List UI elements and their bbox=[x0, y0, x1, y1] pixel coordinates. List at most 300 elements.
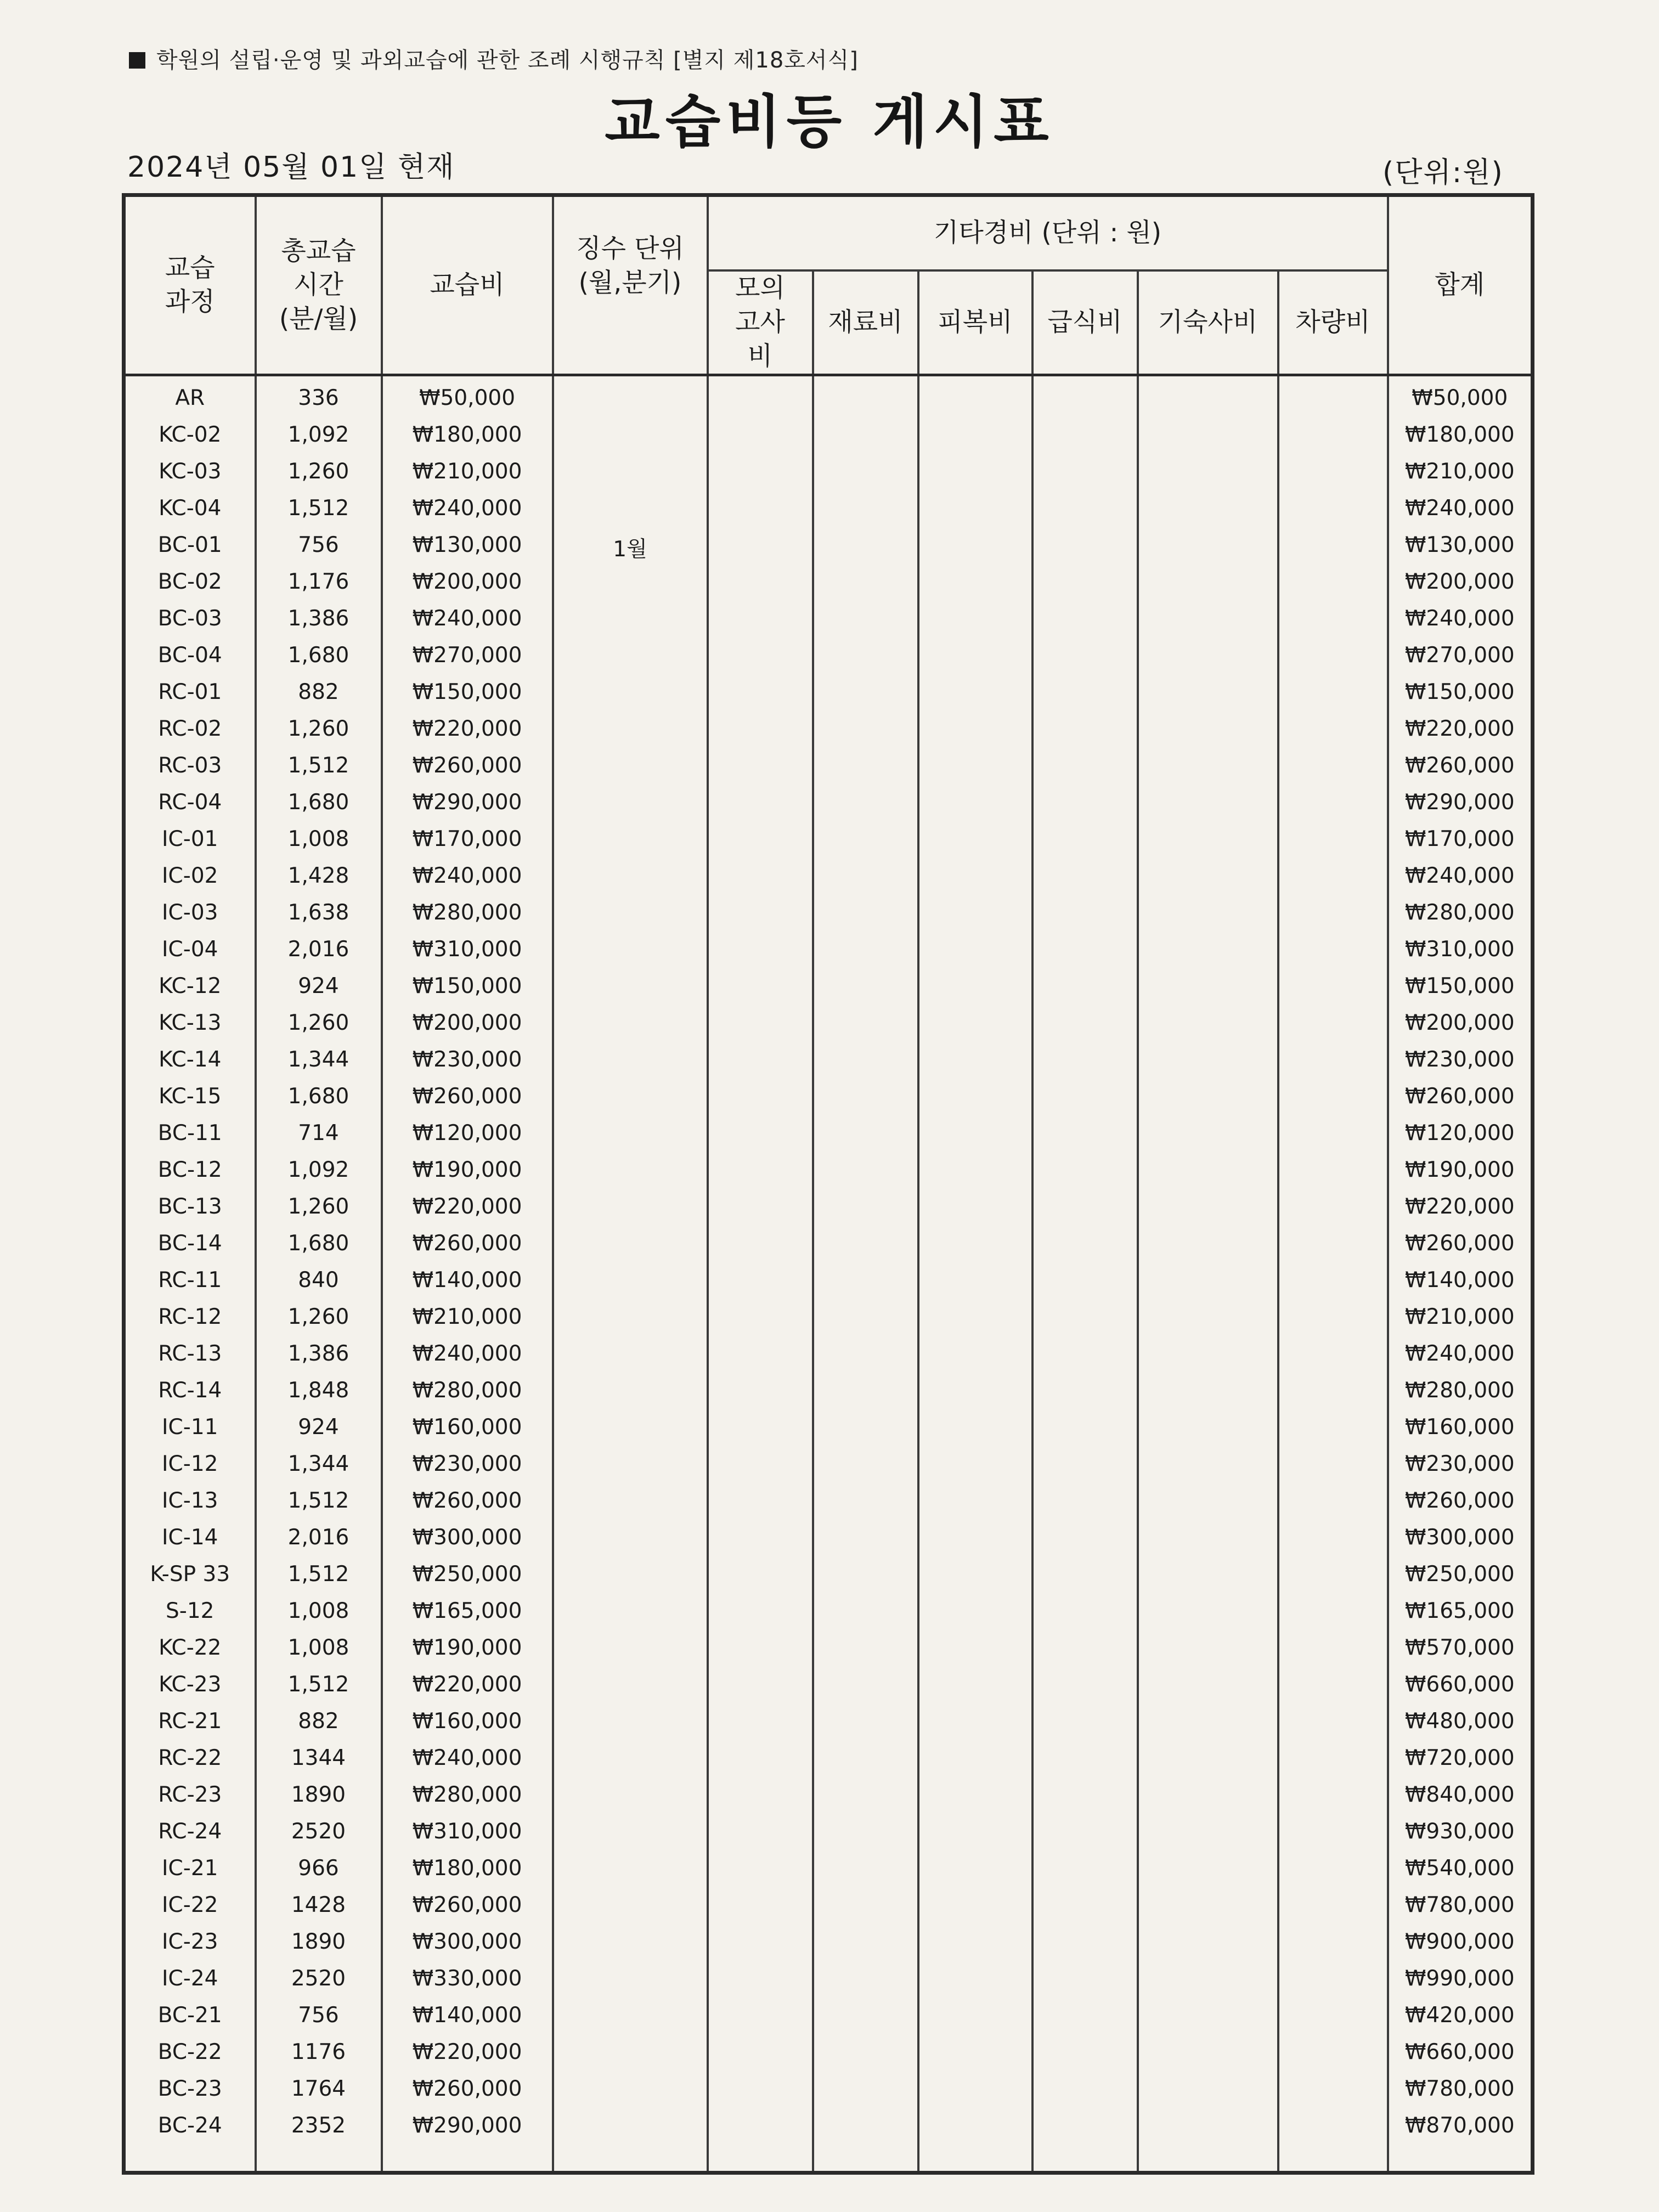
dormitory-cell bbox=[1138, 527, 1278, 563]
fee-cell: ₩260,000 bbox=[382, 1225, 553, 1262]
dormitory-cell bbox=[1138, 1776, 1278, 1813]
total-cell: ₩240,000 bbox=[1388, 857, 1533, 894]
vehicle-cell bbox=[1278, 747, 1388, 784]
fee-cell: ₩170,000 bbox=[382, 821, 553, 857]
materials-cell bbox=[813, 968, 918, 1005]
clothing-cell bbox=[918, 1923, 1032, 1960]
table-row bbox=[124, 1813, 1533, 1850]
hours-cell: 714 bbox=[256, 1115, 382, 1152]
meals-cell bbox=[1032, 1556, 1138, 1593]
fee-cell: ₩230,000 bbox=[382, 1041, 553, 1078]
hours-cell: 756 bbox=[256, 527, 382, 563]
clothing-cell bbox=[918, 1152, 1032, 1188]
table-row bbox=[124, 527, 1533, 563]
table-row bbox=[124, 1923, 1533, 1960]
total-cell: ₩160,000 bbox=[1388, 1409, 1533, 1446]
mock-exam-cell bbox=[708, 490, 813, 527]
total-cell: ₩140,000 bbox=[1388, 1262, 1533, 1299]
clothing-cell bbox=[918, 416, 1032, 453]
materials-cell bbox=[813, 1409, 918, 1446]
fee-cell: ₩310,000 bbox=[382, 1813, 553, 1850]
col-clothing: 피복비 bbox=[918, 270, 1032, 375]
course-cell: BC-13 bbox=[124, 1188, 256, 1225]
dormitory-cell bbox=[1138, 1887, 1278, 1923]
hours-cell: 1890 bbox=[256, 1776, 382, 1813]
table-row bbox=[124, 416, 1533, 453]
fee-cell: ₩160,000 bbox=[382, 1703, 553, 1740]
clothing-cell bbox=[918, 931, 1032, 968]
course-cell: IC-14 bbox=[124, 1519, 256, 1556]
hours-cell: 1,176 bbox=[256, 563, 382, 600]
hours-cell: 1,848 bbox=[256, 1372, 382, 1409]
clothing-cell bbox=[918, 857, 1032, 894]
clothing-cell bbox=[918, 1666, 1032, 1703]
total-cell: ₩660,000 bbox=[1388, 2034, 1533, 2070]
mock-exam-cell bbox=[708, 784, 813, 821]
course-cell: KC-03 bbox=[124, 453, 256, 490]
as-of-date: 2024년 05월 01일 현재 bbox=[127, 151, 455, 184]
dormitory-cell bbox=[1138, 1740, 1278, 1776]
dormitory-cell bbox=[1138, 1299, 1278, 1335]
dormitory-cell bbox=[1138, 968, 1278, 1005]
course-cell: BC-21 bbox=[124, 1997, 256, 2034]
dormitory-cell bbox=[1138, 1960, 1278, 1997]
course-cell: KC-12 bbox=[124, 968, 256, 1005]
vehicle-cell bbox=[1278, 968, 1388, 1005]
hours-cell: 1,680 bbox=[256, 1225, 382, 1262]
clothing-cell bbox=[918, 1556, 1032, 1593]
meals-cell bbox=[1032, 637, 1138, 674]
filler-cell bbox=[918, 2144, 1032, 2173]
course-cell: IC-23 bbox=[124, 1923, 256, 1960]
dormitory-cell bbox=[1138, 1482, 1278, 1519]
hours-cell: 1,092 bbox=[256, 1152, 382, 1188]
meals-cell bbox=[1032, 1188, 1138, 1225]
table-row bbox=[124, 674, 1533, 710]
meals-cell bbox=[1032, 527, 1138, 563]
hours-cell: 1,512 bbox=[256, 1556, 382, 1593]
table-row bbox=[124, 2107, 1533, 2144]
fee-cell: ₩240,000 bbox=[382, 1740, 553, 1776]
materials-cell bbox=[813, 2107, 918, 2144]
materials-cell bbox=[813, 1997, 918, 2034]
meals-cell bbox=[1032, 453, 1138, 490]
total-cell: ₩930,000 bbox=[1388, 1813, 1533, 1850]
table-row bbox=[124, 1666, 1533, 1703]
fee-cell: ₩240,000 bbox=[382, 490, 553, 527]
course-cell: KC-23 bbox=[124, 1666, 256, 1703]
mock-exam-cell bbox=[708, 1299, 813, 1335]
total-cell: ₩300,000 bbox=[1388, 1519, 1533, 1556]
fee-cell: ₩210,000 bbox=[382, 1299, 553, 1335]
mock-exam-cell bbox=[708, 1997, 813, 2034]
vehicle-cell bbox=[1278, 710, 1388, 747]
course-cell: IC-11 bbox=[124, 1409, 256, 1446]
dormitory-cell bbox=[1138, 784, 1278, 821]
hours-cell: 1,092 bbox=[256, 416, 382, 453]
vehicle-cell bbox=[1278, 857, 1388, 894]
hours-cell: 1,512 bbox=[256, 1482, 382, 1519]
fee-cell: ₩300,000 bbox=[382, 1923, 553, 1960]
meals-cell bbox=[1032, 600, 1138, 637]
hours-cell: 924 bbox=[256, 968, 382, 1005]
materials-cell bbox=[813, 1740, 918, 1776]
legal-notice bbox=[129, 43, 859, 74]
vehicle-cell bbox=[1278, 1409, 1388, 1446]
filler-cell bbox=[124, 2144, 256, 2173]
col-course: 교습 과정 bbox=[124, 195, 256, 375]
mock-exam-cell bbox=[708, 375, 813, 417]
hours-cell: 1764 bbox=[256, 2070, 382, 2107]
mock-exam-cell bbox=[708, 1666, 813, 1703]
course-cell: KC-13 bbox=[124, 1005, 256, 1041]
hours-cell: 1,260 bbox=[256, 710, 382, 747]
fee-cell: ₩260,000 bbox=[382, 1078, 553, 1115]
dormitory-cell bbox=[1138, 1666, 1278, 1703]
clothing-cell bbox=[918, 968, 1032, 1005]
col-collection-unit: 징수 단위 (월,분기) bbox=[553, 195, 708, 375]
clothing-cell bbox=[918, 894, 1032, 931]
hours-cell: 1,428 bbox=[256, 857, 382, 894]
meals-cell bbox=[1032, 710, 1138, 747]
total-cell: ₩200,000 bbox=[1388, 563, 1533, 600]
table-row bbox=[124, 1152, 1533, 1188]
materials-cell bbox=[813, 1005, 918, 1041]
meals-cell bbox=[1032, 1666, 1138, 1703]
clothing-cell bbox=[918, 2107, 1032, 2144]
hours-cell: 2520 bbox=[256, 1960, 382, 1997]
table-row bbox=[124, 1225, 1533, 1262]
course-cell: KC-02 bbox=[124, 416, 256, 453]
vehicle-cell bbox=[1278, 2107, 1388, 2144]
mock-exam-cell bbox=[708, 1188, 813, 1225]
mock-exam-cell bbox=[708, 747, 813, 784]
dormitory-cell bbox=[1138, 453, 1278, 490]
mock-exam-cell bbox=[708, 527, 813, 563]
materials-cell bbox=[813, 416, 918, 453]
col-hours: 총교습 시간 (분/월) bbox=[256, 195, 382, 375]
hours-cell: 1,260 bbox=[256, 453, 382, 490]
meals-cell bbox=[1032, 1005, 1138, 1041]
clothing-cell bbox=[918, 600, 1032, 637]
total-cell: ₩280,000 bbox=[1388, 1372, 1533, 1409]
materials-cell bbox=[813, 1923, 918, 1960]
dormitory-cell bbox=[1138, 1446, 1278, 1482]
total-cell: ₩200,000 bbox=[1388, 1005, 1533, 1041]
meals-cell bbox=[1032, 1482, 1138, 1519]
hours-cell: 1,680 bbox=[256, 1078, 382, 1115]
hours-cell: 1,260 bbox=[256, 1188, 382, 1225]
table-row bbox=[124, 931, 1533, 968]
hours-cell: 1,008 bbox=[256, 821, 382, 857]
materials-cell bbox=[813, 1776, 918, 1813]
total-cell: ₩50,000 bbox=[1388, 375, 1533, 417]
fee-cell: ₩330,000 bbox=[382, 1960, 553, 1997]
total-cell: ₩165,000 bbox=[1388, 1593, 1533, 1629]
fee-cell: ₩200,000 bbox=[382, 1005, 553, 1041]
course-cell: RC-13 bbox=[124, 1335, 256, 1372]
materials-cell bbox=[813, 600, 918, 637]
mock-exam-cell bbox=[708, 1740, 813, 1776]
materials-cell bbox=[813, 857, 918, 894]
meals-cell bbox=[1032, 968, 1138, 1005]
hours-cell: 840 bbox=[256, 1262, 382, 1299]
table-row bbox=[124, 2034, 1533, 2070]
dormitory-cell bbox=[1138, 1923, 1278, 1960]
table-row bbox=[124, 894, 1533, 931]
hours-cell: 1,260 bbox=[256, 1299, 382, 1335]
dormitory-cell bbox=[1138, 416, 1278, 453]
vehicle-cell bbox=[1278, 563, 1388, 600]
table-row bbox=[124, 1115, 1533, 1152]
total-cell: ₩900,000 bbox=[1388, 1923, 1533, 1960]
materials-cell bbox=[813, 1850, 918, 1887]
clothing-cell bbox=[918, 1850, 1032, 1887]
mock-exam-cell bbox=[708, 1078, 813, 1115]
mock-exam-cell bbox=[708, 1960, 813, 1997]
total-cell: ₩210,000 bbox=[1388, 453, 1533, 490]
vehicle-cell bbox=[1278, 1850, 1388, 1887]
total-cell: ₩170,000 bbox=[1388, 821, 1533, 857]
table-row bbox=[124, 1960, 1533, 1997]
dormitory-cell bbox=[1138, 710, 1278, 747]
vehicle-cell bbox=[1278, 1887, 1388, 1923]
clothing-cell bbox=[918, 1593, 1032, 1629]
vehicle-cell bbox=[1278, 2070, 1388, 2107]
meals-cell bbox=[1032, 563, 1138, 600]
materials-cell bbox=[813, 894, 918, 931]
table-row bbox=[124, 1629, 1533, 1666]
clothing-cell bbox=[918, 1776, 1032, 1813]
course-cell: RC-03 bbox=[124, 747, 256, 784]
filler-cell bbox=[1278, 2144, 1388, 2173]
mock-exam-cell bbox=[708, 821, 813, 857]
fee-cell: ₩210,000 bbox=[382, 453, 553, 490]
table-row bbox=[124, 821, 1533, 857]
dormitory-cell bbox=[1138, 1005, 1278, 1041]
mock-exam-cell bbox=[708, 894, 813, 931]
materials-cell bbox=[813, 1041, 918, 1078]
total-cell: ₩870,000 bbox=[1388, 2107, 1533, 2144]
mock-exam-cell bbox=[708, 1776, 813, 1813]
table-row bbox=[124, 747, 1533, 784]
total-cell: ₩240,000 bbox=[1388, 600, 1533, 637]
total-cell: ₩780,000 bbox=[1388, 1887, 1533, 1923]
fee-cell: ₩220,000 bbox=[382, 2034, 553, 2070]
table-row bbox=[124, 1740, 1533, 1776]
fee-cell: ₩150,000 bbox=[382, 968, 553, 1005]
mock-exam-cell bbox=[708, 2107, 813, 2144]
mock-exam-cell bbox=[708, 1813, 813, 1850]
clothing-cell bbox=[918, 1887, 1032, 1923]
fee-cell: ₩140,000 bbox=[382, 1997, 553, 2034]
filler-cell bbox=[708, 2144, 813, 2173]
materials-cell bbox=[813, 674, 918, 710]
dormitory-cell bbox=[1138, 1556, 1278, 1593]
fee-cell: ₩290,000 bbox=[382, 2107, 553, 2144]
clothing-cell bbox=[918, 2034, 1032, 2070]
course-cell: RC-14 bbox=[124, 1372, 256, 1409]
filler-cell bbox=[1138, 2144, 1278, 2173]
clothing-cell bbox=[918, 1262, 1032, 1299]
mock-exam-cell bbox=[708, 1335, 813, 1372]
vehicle-cell bbox=[1278, 1188, 1388, 1225]
dormitory-cell bbox=[1138, 674, 1278, 710]
fee-cell: ₩220,000 bbox=[382, 710, 553, 747]
materials-cell bbox=[813, 2034, 918, 2070]
materials-cell bbox=[813, 1703, 918, 1740]
vehicle-cell bbox=[1278, 1703, 1388, 1740]
dormitory-cell bbox=[1138, 1372, 1278, 1409]
clothing-cell bbox=[918, 2070, 1032, 2107]
course-cell: IC-13 bbox=[124, 1482, 256, 1519]
total-cell: ₩150,000 bbox=[1388, 968, 1533, 1005]
dormitory-cell bbox=[1138, 1850, 1278, 1887]
vehicle-cell bbox=[1278, 1740, 1388, 1776]
course-cell: RC-21 bbox=[124, 1703, 256, 1740]
clothing-cell bbox=[918, 1629, 1032, 1666]
total-cell: ₩210,000 bbox=[1388, 1299, 1533, 1335]
vehicle-cell bbox=[1278, 1519, 1388, 1556]
hours-cell: 1,008 bbox=[256, 1629, 382, 1666]
mock-exam-cell bbox=[708, 1041, 813, 1078]
total-cell: ₩130,000 bbox=[1388, 527, 1533, 563]
total-cell: ₩290,000 bbox=[1388, 784, 1533, 821]
table-row bbox=[124, 1262, 1533, 1299]
vehicle-cell bbox=[1278, 784, 1388, 821]
fee-cell: ₩240,000 bbox=[382, 1335, 553, 1372]
hours-cell: 1,680 bbox=[256, 637, 382, 674]
vehicle-cell bbox=[1278, 490, 1388, 527]
total-cell: ₩220,000 bbox=[1388, 1188, 1533, 1225]
course-cell: IC-01 bbox=[124, 821, 256, 857]
hours-cell: 1344 bbox=[256, 1740, 382, 1776]
materials-cell bbox=[813, 1887, 918, 1923]
col-mock-exam: 모의 고사비 bbox=[708, 270, 813, 375]
total-cell: ₩260,000 bbox=[1388, 747, 1533, 784]
fee-cell: ₩180,000 bbox=[382, 416, 553, 453]
fee-cell: ₩280,000 bbox=[382, 1776, 553, 1813]
col-materials: 재료비 bbox=[813, 270, 918, 375]
mock-exam-cell bbox=[708, 1482, 813, 1519]
materials-cell bbox=[813, 375, 918, 417]
meals-cell bbox=[1032, 1997, 1138, 2034]
vehicle-cell bbox=[1278, 1262, 1388, 1299]
vehicle-cell bbox=[1278, 1482, 1388, 1519]
course-cell: IC-21 bbox=[124, 1850, 256, 1887]
mock-exam-cell bbox=[708, 416, 813, 453]
materials-cell bbox=[813, 1519, 918, 1556]
total-cell: ₩240,000 bbox=[1388, 490, 1533, 527]
meals-cell bbox=[1032, 1299, 1138, 1335]
meals-cell bbox=[1032, 1593, 1138, 1629]
meals-cell bbox=[1032, 1850, 1138, 1887]
dormitory-cell bbox=[1138, 2070, 1278, 2107]
dormitory-cell bbox=[1138, 1078, 1278, 1115]
dormitory-cell bbox=[1138, 931, 1278, 968]
course-cell: AR bbox=[124, 375, 256, 417]
materials-cell bbox=[813, 1446, 918, 1482]
total-cell: ₩840,000 bbox=[1388, 1776, 1533, 1813]
fee-cell: ₩160,000 bbox=[382, 1409, 553, 1446]
total-cell: ₩260,000 bbox=[1388, 1078, 1533, 1115]
table-row bbox=[124, 637, 1533, 674]
clothing-cell bbox=[918, 1482, 1032, 1519]
dormitory-cell bbox=[1138, 600, 1278, 637]
clothing-cell bbox=[918, 821, 1032, 857]
clothing-cell bbox=[918, 490, 1032, 527]
meals-cell bbox=[1032, 1152, 1138, 1188]
table-row bbox=[124, 1850, 1533, 1887]
total-cell: ₩540,000 bbox=[1388, 1850, 1533, 1887]
total-cell: ₩230,000 bbox=[1388, 1446, 1533, 1482]
total-cell: ₩240,000 bbox=[1388, 1335, 1533, 1372]
meals-cell bbox=[1032, 931, 1138, 968]
meals-cell bbox=[1032, 1225, 1138, 1262]
course-cell: KC-22 bbox=[124, 1629, 256, 1666]
hours-cell: 2352 bbox=[256, 2107, 382, 2144]
clothing-cell bbox=[918, 637, 1032, 674]
course-cell: IC-04 bbox=[124, 931, 256, 968]
clothing-cell bbox=[918, 1409, 1032, 1446]
total-cell: ₩120,000 bbox=[1388, 1115, 1533, 1152]
fee-cell: ₩190,000 bbox=[382, 1629, 553, 1666]
table-row bbox=[124, 1556, 1533, 1593]
mock-exam-cell bbox=[708, 1262, 813, 1299]
meals-cell bbox=[1032, 1262, 1138, 1299]
table-row bbox=[124, 1078, 1533, 1115]
course-cell: KC-15 bbox=[124, 1078, 256, 1115]
vehicle-cell bbox=[1278, 821, 1388, 857]
dormitory-cell bbox=[1138, 1519, 1278, 1556]
fee-cell: ₩260,000 bbox=[382, 2070, 553, 2107]
materials-cell bbox=[813, 1813, 918, 1850]
vehicle-cell bbox=[1278, 527, 1388, 563]
materials-cell bbox=[813, 1115, 918, 1152]
col-other-expenses: 기타경비 (단위 : 원) bbox=[708, 195, 1388, 271]
meals-cell bbox=[1032, 1519, 1138, 1556]
fee-cell: ₩260,000 bbox=[382, 1887, 553, 1923]
materials-cell bbox=[813, 527, 918, 563]
vehicle-cell bbox=[1278, 1299, 1388, 1335]
vehicle-cell bbox=[1278, 1005, 1388, 1041]
fee-cell: ₩200,000 bbox=[382, 563, 553, 600]
materials-cell bbox=[813, 1335, 918, 1372]
vehicle-cell bbox=[1278, 1666, 1388, 1703]
hours-cell: 1,260 bbox=[256, 1005, 382, 1041]
dormitory-cell bbox=[1138, 1152, 1278, 1188]
course-cell: IC-03 bbox=[124, 894, 256, 931]
fee-cell: ₩250,000 bbox=[382, 1556, 553, 1593]
hours-cell: 924 bbox=[256, 1409, 382, 1446]
clothing-cell bbox=[918, 1188, 1032, 1225]
mock-exam-cell bbox=[708, 931, 813, 968]
fee-table bbox=[122, 193, 1534, 2175]
meals-cell bbox=[1032, 1372, 1138, 1409]
hours-cell: 2,016 bbox=[256, 931, 382, 968]
table-row bbox=[124, 563, 1533, 600]
course-cell: IC-12 bbox=[124, 1446, 256, 1482]
materials-cell bbox=[813, 931, 918, 968]
meals-cell bbox=[1032, 2107, 1138, 2144]
meals-cell bbox=[1032, 1960, 1138, 1997]
total-cell: ₩220,000 bbox=[1388, 710, 1533, 747]
meals-cell bbox=[1032, 1078, 1138, 1115]
meals-cell bbox=[1032, 1629, 1138, 1666]
fee-cell: ₩240,000 bbox=[382, 600, 553, 637]
course-cell: BC-14 bbox=[124, 1225, 256, 1262]
hours-cell: 1,386 bbox=[256, 1335, 382, 1372]
